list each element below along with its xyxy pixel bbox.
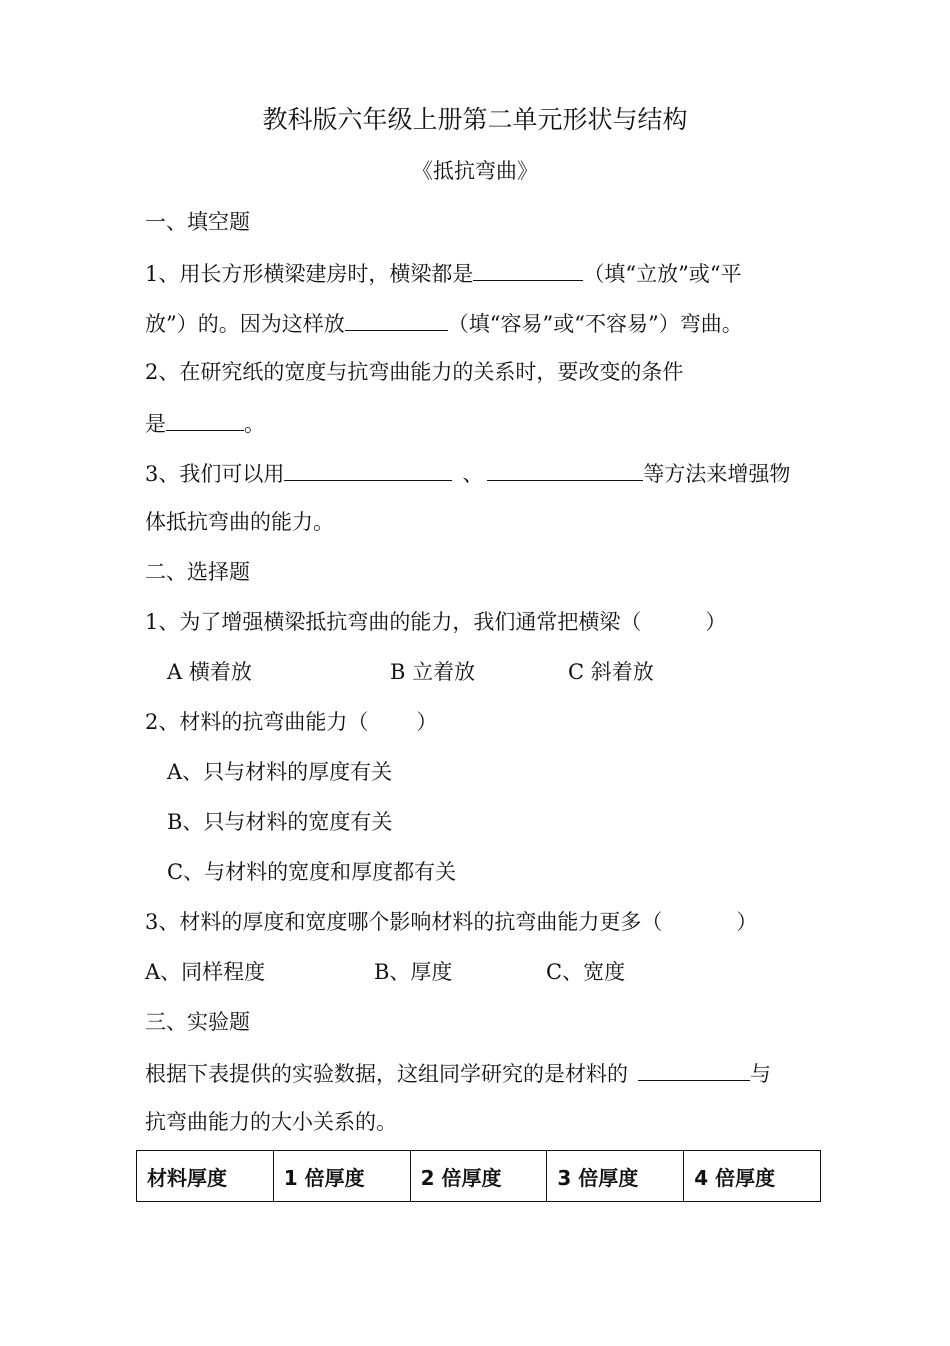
q1-text-c: 放”）的。因为这样放 <box>145 312 345 336</box>
q2-line1: 2、在研究纸的宽度与抗弯曲能力的关系时，要改变的条件 <box>145 360 684 384</box>
answer-blank <box>473 258 583 281</box>
table-header-cell: 4 倍厚度 <box>684 1151 821 1202</box>
q3-text-b: 、 <box>462 462 484 486</box>
experiment-text-b: 与 <box>750 1062 771 1086</box>
q1-text-b: （填“立放”或“平 <box>583 262 742 286</box>
mc1-stem-close: ） <box>705 610 727 634</box>
table-row <box>137 1151 821 1202</box>
section1-heading: 一、填空题 <box>145 210 250 234</box>
document-title: 教科版六年级上册第二单元形状与结构 <box>262 105 688 134</box>
answer-blank <box>166 408 244 431</box>
mc1-option-b: B 立着放 <box>390 660 476 684</box>
section3-heading: 三、实验题 <box>145 1010 250 1034</box>
answer-blank <box>345 308 448 331</box>
table-header-cell: 3 倍厚度 <box>547 1151 684 1202</box>
q2-text-b: 。 <box>244 412 265 436</box>
q1-text-d: （填“容易”或“不容易”）弯曲。 <box>447 312 743 336</box>
mc2-option-a: A、只与材料的厚度有关 <box>167 760 393 784</box>
answer-blank <box>284 458 452 481</box>
document-subtitle: 《抵抗弯曲》 <box>412 159 538 183</box>
q1-line1 <box>145 258 742 288</box>
mc2-stem-text: 2、材料的抗弯曲能力（ <box>145 710 369 734</box>
table-header-cell: 1 倍厚度 <box>273 1151 410 1202</box>
mc1-option-c: C 斜着放 <box>568 660 654 684</box>
q1-line2 <box>145 308 743 338</box>
mc3-stem-close: ） <box>736 910 758 934</box>
q3-text-c: 等方法来增强物 <box>643 462 791 486</box>
mc3-stem <box>145 908 757 936</box>
mc3-stem-text: 3、材料的厚度和宽度哪个影响材料的抗弯曲能力更多（ <box>145 910 663 934</box>
mc1-stem <box>145 608 726 636</box>
answer-blank <box>487 458 643 481</box>
table-header-cell: 材料厚度 <box>137 1151 274 1202</box>
mc1-stem-text: 1、为了增强横梁抵抗弯曲的能力，我们通常把横梁（ <box>145 610 642 634</box>
q3-text-a: 3、我们可以用 <box>145 462 285 486</box>
q3-line1 <box>145 458 790 488</box>
table-header-cell: 2 倍厚度 <box>410 1151 547 1202</box>
mc1-option-a: A 横着放 <box>167 660 252 684</box>
q3-line2: 体抵抗弯曲的能力。 <box>145 510 334 534</box>
experiment-line1 <box>145 1058 771 1088</box>
mc2-stem-close: ） <box>416 710 438 734</box>
q2-text-a: 是 <box>145 412 166 436</box>
mc2-option-c: C、与材料的宽度和厚度都有关 <box>167 860 457 884</box>
mc3-option-a: A、同样程度 <box>145 960 266 984</box>
answer-blank <box>638 1058 750 1081</box>
q1-text-a: 1、用长方形横梁建房时，横梁都是 <box>145 262 474 286</box>
experiment-text-a: 根据下表提供的实验数据，这组同学研究的是材料的 <box>145 1062 628 1086</box>
mc2-option-b: B、只与材料的宽度有关 <box>167 810 393 834</box>
section2-heading: 二、选择题 <box>145 560 250 584</box>
experiment-table <box>136 1150 821 1202</box>
mc2-stem <box>145 708 437 736</box>
mc3-option-c: C、宽度 <box>546 960 626 984</box>
experiment-line2: 抗弯曲能力的大小关系的。 <box>145 1110 397 1134</box>
q2-line2 <box>145 408 265 438</box>
mc3-option-b: B、厚度 <box>374 960 453 984</box>
